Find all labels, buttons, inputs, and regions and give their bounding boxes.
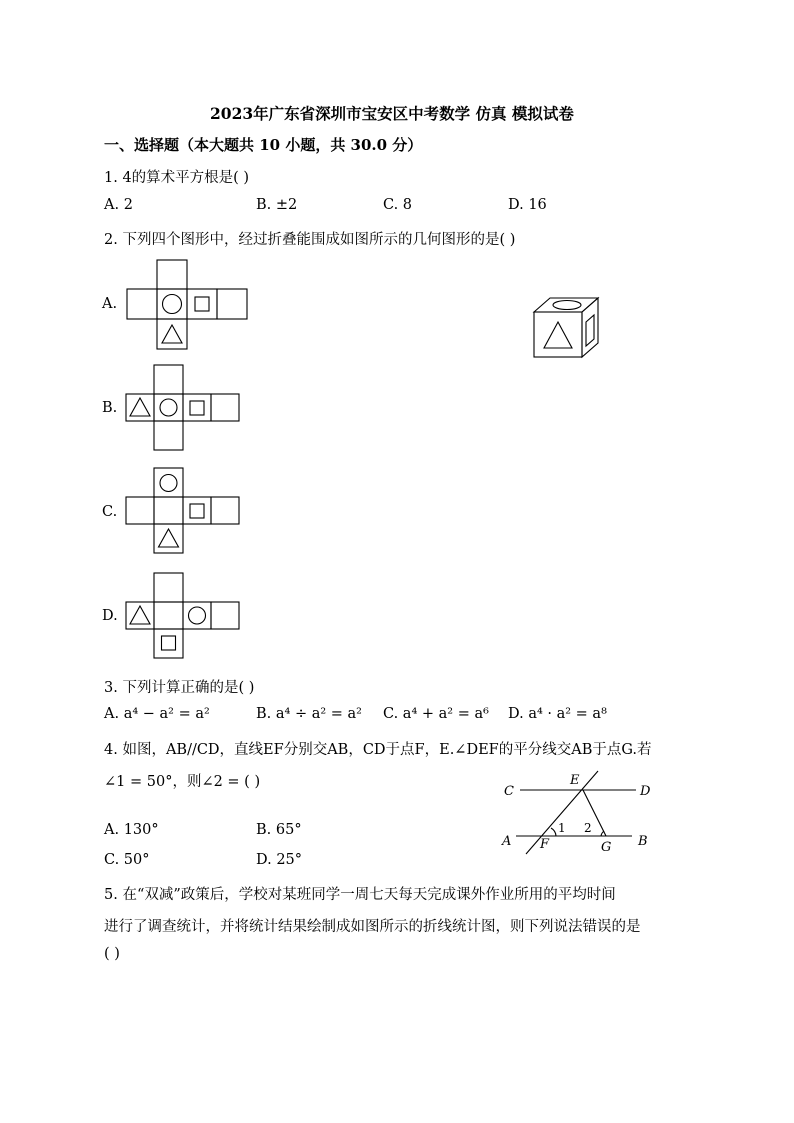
question-1-stem: 1. 4的算术平方根是( ) — [104, 170, 250, 186]
net-figure-c — [125, 467, 241, 555]
question-2-label-c: C. — [102, 504, 118, 520]
label-c: C — [504, 784, 514, 799]
question-1-option-a: A. 2 — [104, 197, 133, 213]
label-g: G — [601, 840, 612, 855]
angle-2-label: 2 — [584, 821, 592, 835]
question-3-option-b: B. a⁴ ÷ a² = a² — [256, 706, 362, 722]
label-d: D — [640, 784, 651, 799]
label-f: F — [540, 837, 550, 852]
question-5-line-1: 5. 在“双减”政策后，学校对某班同学一周七天每天完成课外作业所用的平均时间 — [104, 887, 616, 903]
question-5-line-2: 进行了调查统计，并将统计结果绘制成如图所示的折线统计图，则下列说法错误的是 — [104, 919, 641, 935]
question-4-line-1: 4. 如图，AB//CD，直线EF分别交AB，CD于点F，E.∠DEF的平分线交AB于点G.若 — [104, 742, 652, 758]
question-1-option-c: C. 8 — [383, 197, 413, 213]
question-4-option-b: B. 65° — [256, 822, 302, 838]
parallel-lines-figure — [498, 766, 658, 858]
cube-figure — [532, 296, 604, 360]
question-1-option-d: D. 16 — [508, 197, 547, 213]
question-5-line-3: ( ) — [104, 946, 120, 962]
question-2-label-b: B. — [102, 400, 118, 416]
question-4-option-a: A. 130° — [104, 822, 159, 838]
question-2-label-a: A. — [102, 296, 118, 312]
question-4-option-c: C. 50° — [104, 852, 150, 868]
question-1-option-b: B. ±2 — [256, 197, 298, 213]
page-title: 2023年广东省深圳市宝安区中考数学 仿真 模拟试卷 — [210, 104, 574, 123]
net-figure-b — [125, 364, 241, 452]
section-heading: 一、选择题（本大题共 10 小题，共 30.0 分） — [104, 136, 423, 154]
question-2-stem: 2. 下列四个图形中，经过折叠能围成如图所示的几何图形的是( ) — [104, 232, 516, 248]
question-2-label-d: D. — [102, 608, 118, 624]
question-4-option-d: D. 25° — [256, 852, 303, 868]
question-3-option-d: D. a⁴ · a² = a⁸ — [508, 706, 607, 722]
label-e: E — [570, 773, 580, 788]
question-3-stem: 3. 下列计算正确的是( ) — [104, 680, 255, 696]
question-3-option-a: A. a⁴ − a² = a² — [104, 706, 210, 722]
label-a: A — [502, 834, 512, 849]
question-3-option-c: C. a⁴ + a² = a⁶ — [383, 706, 489, 722]
net-figure-a — [126, 259, 248, 351]
label-b: B — [638, 834, 648, 849]
net-figure-d — [125, 572, 241, 660]
question-4-line-2: ∠1 = 50°，则∠2 = ( ) — [104, 774, 261, 790]
angle-1-label: 1 — [558, 821, 566, 835]
